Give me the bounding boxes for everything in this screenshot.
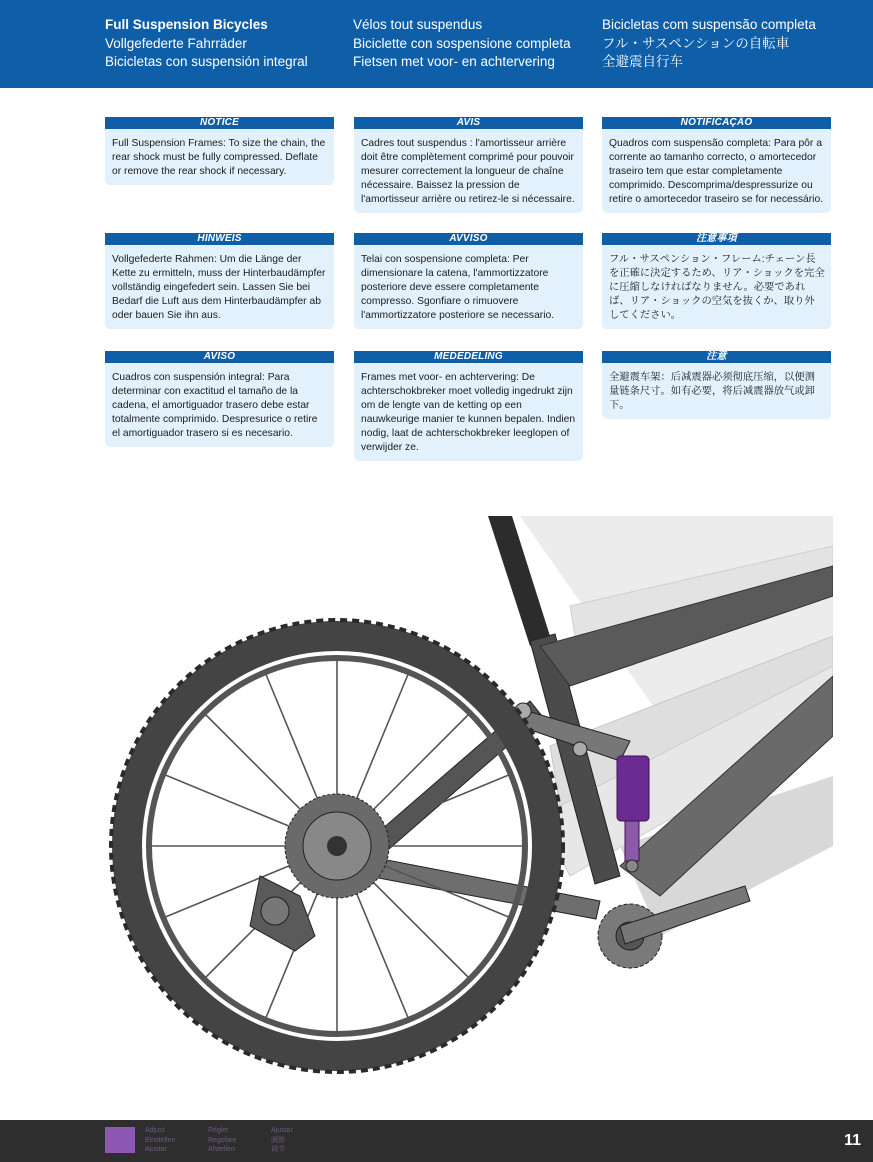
notice-box-fr	[354, 117, 583, 213]
notice-body: Full Suspension Frames: To size the chain, the rear shock must be fully compressed. Deflate or remove the rear shock if necessary.	[112, 138, 326, 177]
adjust-color-swatch	[105, 1127, 135, 1153]
footer-label-es: Ajustar	[145, 1146, 167, 1153]
footer-label-ja: 調節	[271, 1136, 285, 1144]
notice-title: MEDEDELING	[354, 351, 583, 363]
notice-body: 全避震车架：后减震器必须彻底压缩，以便测量链条尺寸。如有必要，将后减震器放气或卸下。	[609, 372, 815, 411]
notice-body: Quadros com suspensão completa: Para pôr a corrente ao tamanho correcto, o amortecedor traseiro tem que estar completamente comprimido. Descomprima/despressurize ou retire o amortecedor traseiro se for necessário.	[609, 138, 824, 205]
notice-body: Cadres tout suspendus : l'amortisseur arrière doit être complètement comprimé pour pouvoir mesurer correctement la longueur de chaîne nécessaire. Baissez la pression de l'amortisseur arrière ou retirez-le si nécessaire.	[361, 138, 575, 205]
header-title-ja: フル・サスペンションの自転車	[602, 35, 790, 51]
bicycle-rear-suspension-icon	[100, 516, 833, 1076]
notice-box-zh	[602, 351, 831, 419]
notice-body: Telai con sospensione completa: Per dimensionare la catena, l'ammortizzatore posteriore deve essere completamente compresso. Sgonfiare o rimuovere l'ammortizzatore posteriore se necessario.	[361, 254, 555, 321]
notice-title: 注意事項	[602, 233, 831, 245]
notice-title: NOTICE	[105, 117, 334, 129]
notice-title: HINWEIS	[105, 233, 334, 245]
header-column-1	[105, 16, 308, 72]
page-footer	[0, 1120, 873, 1162]
notice-title: 注意	[602, 351, 831, 363]
header-title-es: Bicicletas con suspensión integral	[105, 54, 308, 69]
notice-title: NOTIFICAÇÃO	[602, 117, 831, 129]
footer-column-1	[145, 1126, 175, 1155]
header-column-3	[602, 16, 816, 72]
footer-label-en: Adjust	[145, 1127, 165, 1134]
notice-body: フル・サスペンション・フレーム:チェーン長を正確に決定するため、リア・ショックを完全に圧縮しなければなりません。必要であれば、リア・ショックの空気を抜くか、取り外してください。	[609, 254, 825, 321]
header-title-it: Biciclette con sospensione completa	[353, 35, 571, 51]
footer-label-pt: Ajustar	[271, 1127, 293, 1134]
footer-label-de: Einstellen	[145, 1136, 176, 1144]
footer-label-nl: Afstellen	[208, 1146, 235, 1153]
notice-body: Cuadros con suspensión integral: Para determinar con exactitud el tamaño de la cadena, el amortiguador trasero debe estar totalmente comprimido. Despresurice o retire el amortiguador trasero si es necesario.	[112, 372, 318, 439]
header-title-de: Vollgefederte Fahrräder	[105, 35, 247, 51]
notice-box-nl	[354, 351, 583, 461]
bicycle-rear-suspension-illustration	[100, 516, 833, 1076]
page-number: 11	[844, 1132, 861, 1149]
footer-column-3	[271, 1126, 293, 1155]
footer-label-fr: Régler	[208, 1127, 229, 1134]
notice-box-it	[354, 233, 583, 329]
notice-title: AVIS	[354, 117, 583, 129]
notice-box-es	[105, 351, 334, 447]
header-title-pt: Bicicletas com suspensão completa	[602, 17, 816, 32]
notice-title: AVISO	[105, 351, 334, 363]
notice-title: AVVISO	[354, 233, 583, 245]
notice-body: Vollgefederte Rahmen: Um die Länge der Kette zu ermitteln, muss der Hinterbaudämpfer vollständig eingefedert sein. Lassen Sie bei Bedarf die Luft aus dem Hinterbaudämpfer ab oder bauen Sie ihn aus.	[112, 254, 326, 321]
notice-box-en	[105, 117, 334, 185]
header-column-2	[353, 16, 571, 72]
header-title-fr: Vélos tout suspendus	[353, 17, 483, 32]
footer-label-it: Regolare	[208, 1136, 237, 1144]
notice-body: Frames met voor- en achtervering: De achterschokbreker moet volledig ingedrukt zijn om de lengte van de ketting op een nauwkeurige manier te kunnen bepalen. Indien nodig, laat de achterschokbreker leeglopen of verwijder ze.	[361, 372, 576, 453]
header-title: Full Suspension Bicycles	[105, 17, 268, 32]
header-title-nl: Fietsen met voor- en achtervering	[353, 54, 555, 69]
footer-label-zh: 调节	[271, 1146, 285, 1153]
notice-box-pt	[602, 117, 831, 213]
footer-column-2	[208, 1126, 236, 1155]
header-title-zh: 全避震自行车	[602, 54, 683, 69]
page-header	[0, 0, 873, 88]
notice-box-de	[105, 233, 334, 329]
notice-box-ja	[602, 233, 831, 329]
